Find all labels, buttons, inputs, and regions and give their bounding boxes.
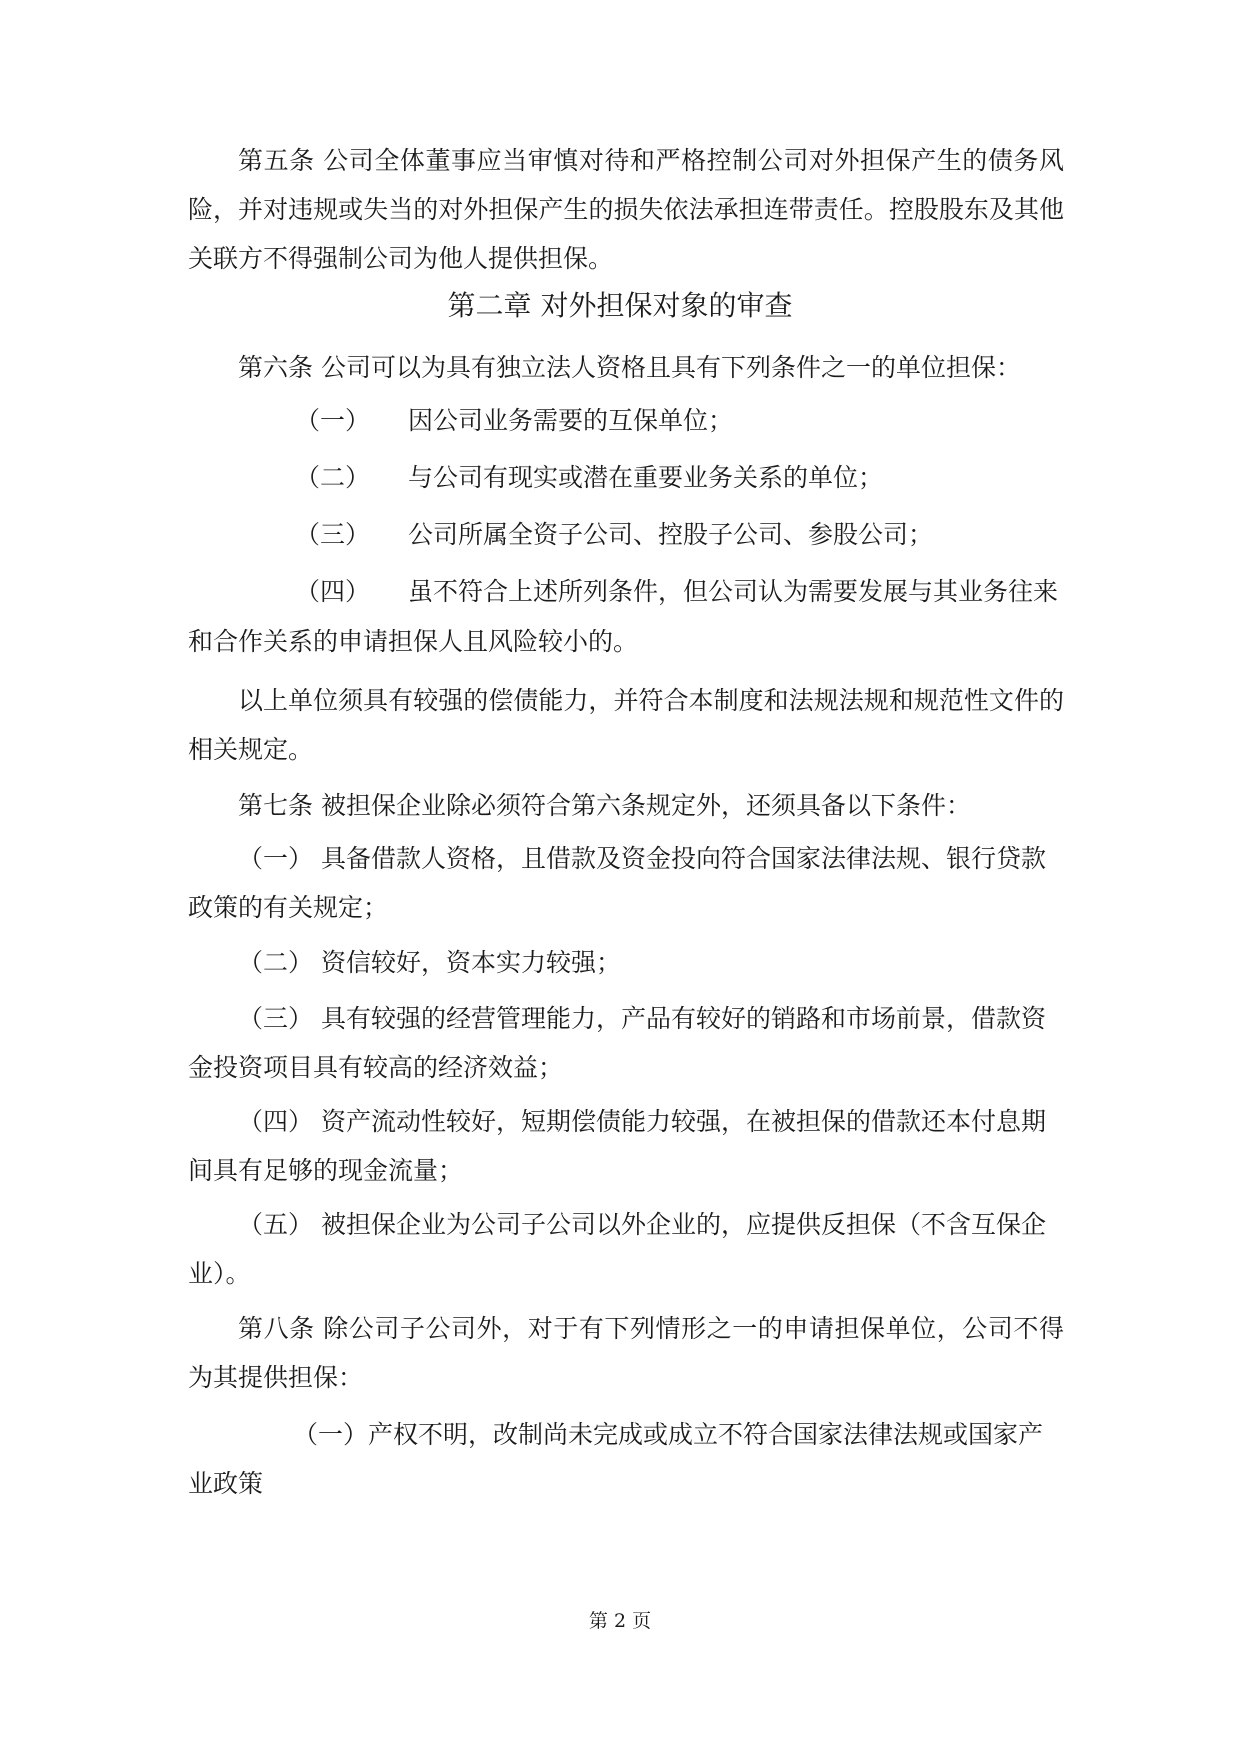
article-8-intro: 第八条 除公司子公司外，对于有下列情形之一的申请担保单位，公司不得为其提供担保： xyxy=(188,1314,1064,1392)
item-text: 与公司有现实或潜在重要业务关系的单位； xyxy=(408,463,884,492)
item-text: 虽不符合上述所列条件，但公司认为需要发展与其业务往来 xyxy=(408,577,1059,606)
article-6-intro: 第六条 公司可以为具有独立法人资格且具有下列条件之一的单位担保： xyxy=(238,353,1021,382)
article-6-item-4-continuation: 和合作关系的申请担保人且风险较小的。 xyxy=(188,627,639,656)
item-label: （四） xyxy=(295,577,371,606)
article-7-item-5: （五） 被担保企业为公司子公司以外企业的，应提供反担保（不含互保企业）。 xyxy=(188,1210,1046,1288)
item-label: （一） xyxy=(295,406,371,435)
article-7-item-3: （三） 具有较强的经营管理能力，产品有较好的销路和市场前景，借款资金投资项目具有较高的经济效益； xyxy=(188,1004,1046,1082)
article-8-item-1: （一）产权不明，改制尚未完成或成立不符合国家法律法规或国家产业政策 xyxy=(188,1420,1044,1498)
item-label: （二） xyxy=(295,463,371,492)
article-7-intro: 第七条 被担保企业除必须符合第六条规定外，还须具备以下条件： xyxy=(238,791,971,820)
item-text: 因公司业务需要的互保单位； xyxy=(408,406,734,435)
article-7-item-4: （四） 资产流动性较好，短期偿债能力较强，在被担保的借款还本付息期间具有足够的现金流量； xyxy=(188,1107,1046,1185)
item-text: 公司所属全资子公司、控股子公司、参股公司； xyxy=(408,520,934,549)
page-number: 第 2 页 xyxy=(588,1610,652,1632)
chapter-2-title: 第二章 对外担保对象的审查 xyxy=(447,289,793,322)
article-7-item-2: （二） 资信较好，资本实力较强； xyxy=(238,948,621,977)
article-5-paragraph: 第五条 公司全体董事应当审慎对待和严格控制公司对外担保产生的债务风险，并对违规或失当的对外担保产生的损失依法承担连带责任。控股股东及其他关联方不得强制公司为他人提供担保。 xyxy=(188,146,1064,273)
article-7-item-1: （一） 具备借款人资格，且借款及资金投向符合国家法律法规、银行贷款政策的有关规定； xyxy=(188,844,1046,922)
article-6-closing: 以上单位须具有较强的偿债能力，并符合本制度和法规法规和规范性文件的相关规定。 xyxy=(188,686,1064,764)
item-label: （三） xyxy=(295,520,371,549)
